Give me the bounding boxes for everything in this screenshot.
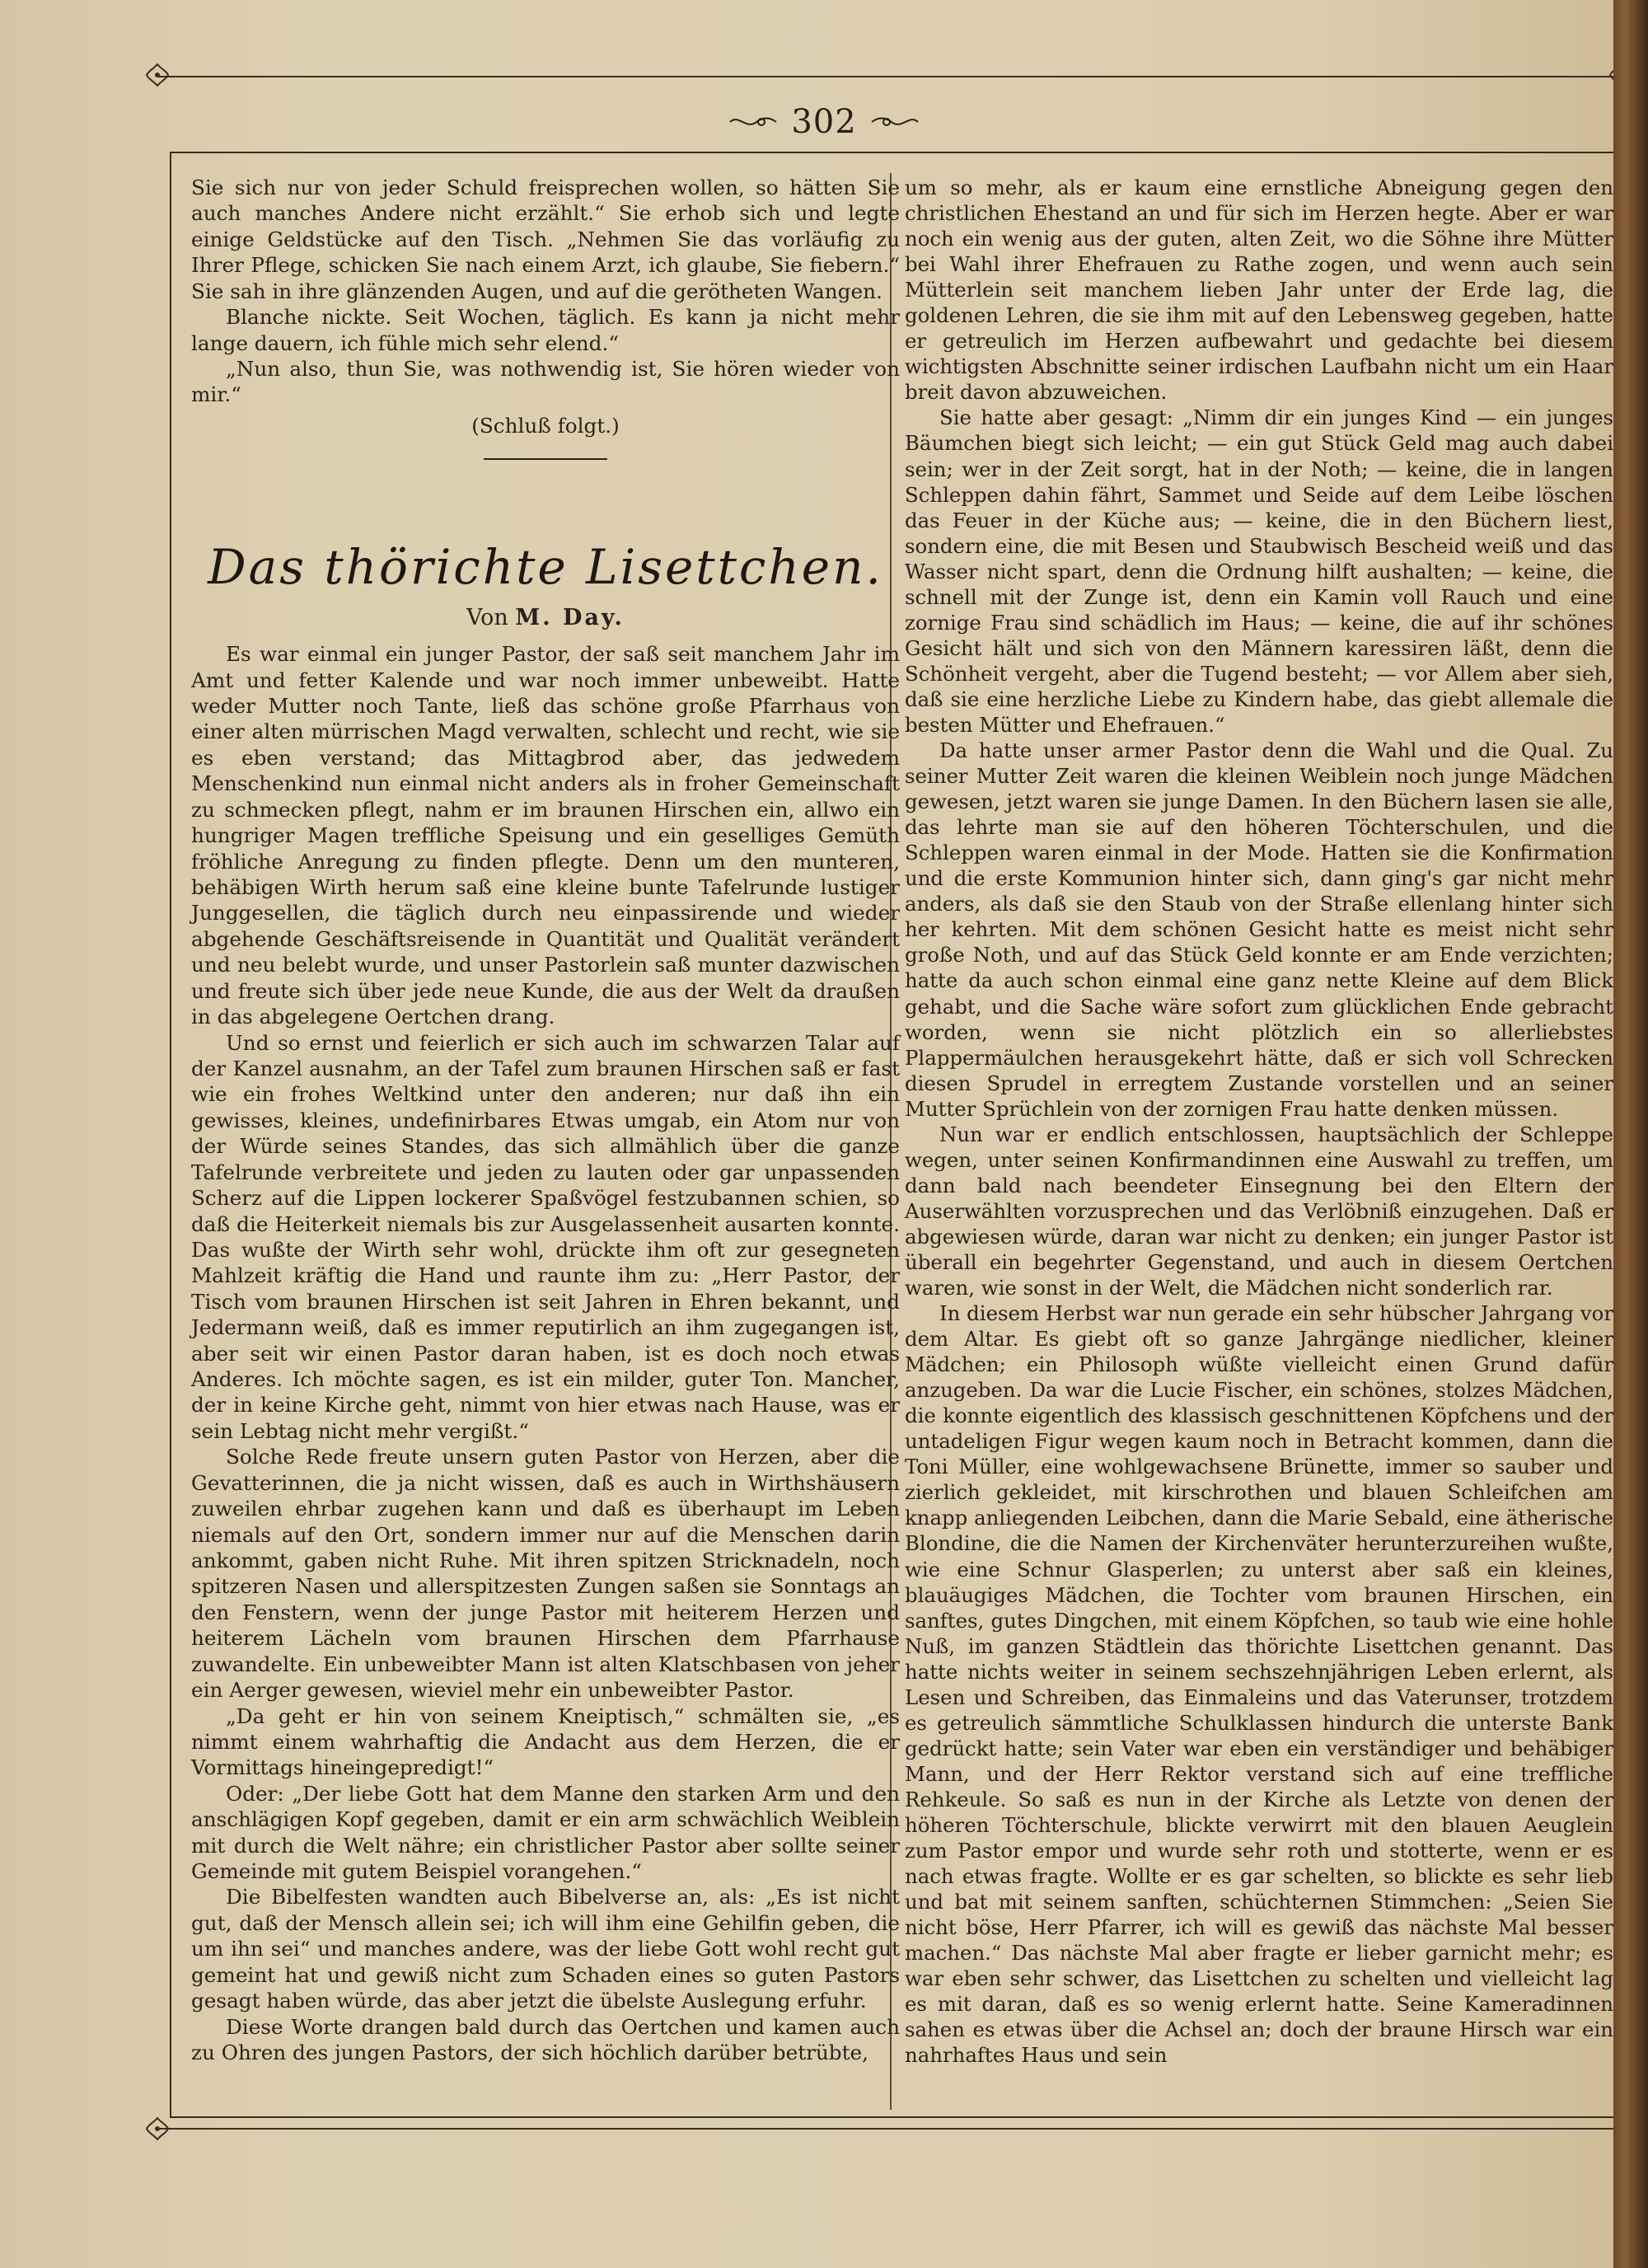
paragraph: Die Bibelfesten wandten auch Bibelverse an, als: „Es ist nicht gut, daß der Mensch allein sei; ich will ihm eine Gehilfin geben, die um ihn sei“ und manches andere, was der liebe Gott wohl recht gut gemeint hat und gewiß nicht zum Schaden eines so guten Pastors gesagt haben würde, das aber jetzt die übelste Auslegung erfuhr. bbox=[191, 1885, 900, 2013]
paragraph: Diese Worte drangen bald durch das Oertchen und kamen auch zu Ohren des jungen Pastors, der sich höchlich darüber betrübte, bbox=[191, 2014, 900, 2064]
paragraph: Solche Rede freute unsern guten Pastor von Herzen, aber die Gevatterinnen, die ja nicht wissen, daß es auch in Wirthshäusern zuweilen ehrbar zugehen kann und daß es überhaupt im Leben niemals auf den Ort, sondern immer nur auf die Menschen darin ankommt, gaben nicht Ruhe. Mit ihren spitzen Stricknadeln, noch spitzeren Nasen und allerspitzesten Zungen saßen sie Sonntags an den Fenstern, wenn der junge Pastor mit heiterem Herzen und heiterem Lächeln vom braunen Hirschen dem Pfarrhause zuwandelte. Ein unbeweibter Mann ist alten Klatschbasen von jeher ein Aerger gewesen, wieviel mehr ein unbeweibter Pastor. bbox=[191, 1445, 900, 1703]
page-number-flourish-right-icon bbox=[870, 112, 920, 132]
story-title: Das thörichte Lisettchen. bbox=[208, 539, 883, 596]
byline bbox=[191, 600, 900, 636]
byline-prefix: Von bbox=[466, 605, 508, 631]
continuation-note: (Schluß folgt.) bbox=[471, 413, 620, 438]
paragraph: Und so ernst und feierlich er sich auch im schwarzen Talar auf der Kanzel ausnahm, an der Tafel zum braunen Hirschen saß er fast wie ein frohes Weltkind unter den anderen; nur daß ihn ein gewisses, kleines, undefinirbares Etwas umgab, ein Atom nur von der Würde seines Standes, das sich allmählich über die ganze Tafelrunde verbreitete und jeden zu lauten oder gar unpassenden Scherz auf die Lippen lockerer Spaßvögel festzubannen schien, so daß die Heiterkeit niemals bis zur Ausgelassenheit ausarten konnte. Das wußte der Wirth sehr wohl, drückte ihm oft zur gesegneten Mahlzeit kräftig die Hand und raunte ihm zu: „Herr Pastor, der Tisch vom braunen Hirschen ist seit Jahren in Ehren bekannt, und Jedermann weiß, daß es immer reputirlich an ihm zugegangen ist, aber seit wir einen Pastor daran haben, ist es doch noch etwas Anderes. Ich möchte sagen, es ist ein milder, guter Ton. Mancher, der in keine Kirche geht, nimmt von hier etwas nach Hause, was er sein Lebtag nicht mehr vergißt.“ bbox=[191, 1030, 900, 1443]
paragraph: Sie sich nur von jeder Schuld freisprechen wollen, so hätten Sie auch manches Andere nicht erzählt.“ Sie erhob sich und legte einige Geldstücke auf den Tisch. „Nehmen Sie das vorläufig zu Ihrer Pflege, schicken Sie nach einem Arzt, ich glaube, Sie fiebern.“ Sie sah in ihre glänzenden Augen, und auf die gerötheten Wangen. bbox=[191, 176, 900, 303]
book-binding-edge bbox=[1613, 0, 1648, 2268]
page-number-text: 302 bbox=[791, 103, 857, 141]
paragraph: „Da geht er hin von seinem Kneiptisch,“ schmälten sie, „es nimmt einem wahrhaftig die Andacht aus dem Herzen, die er Vormittags hineingepredigt!“ bbox=[191, 1703, 900, 1780]
corner-ornament-icon bbox=[143, 2115, 171, 2143]
paragraph: Oder: „Der liebe Gott hat dem Manne den starken Arm und den anschlägigen Kopf gegeben, damit er ein arm schwächlich Weiblein mit durch die Welt nähre; ein christlicher Pastor aber sollte seiner Gemeinde mit gutem Beispiel vorangehen.“ bbox=[191, 1781, 900, 1884]
paragraph: Da hatte unser armer Pastor denn die Wahl und die Qual. Zu seiner Mutter Zeit waren die kleinen Weiblein noch junge Mädchen gewesen, jetzt waren sie junge Damen. In den Büchern lasen sie alle, das lehrte man sie auf den höheren Töchterschulen, und die Schleppen waren einmal in der Mode. Hatten sie die Konfirmation und die erste Kommunion hinter sich, dann ging's gar nicht mehr anders, als daß sie den Staub von der Straße ellenlang hinter sich her kehrten. Mit dem schönen Gesicht hatte es meist nicht sehr große Noth, und auf das Stück Geld konnte er am Ende verzichten; hatte da auch schon einmal eine ganz nette Kleine auf dem Blick gehabt, und die Sache wäre sofort zum glücklichen Ende gebracht worden, wenn sie nicht plötzlich ein so allerliebstes Plappermäulchen herausgekehrt hätte, daß er sich voll Schrecken diesen Sprudel in erregtem Zustande vorstellen und an seiner Mutter Sprüchlein von der zornigen Frau hatte denken müssen. bbox=[905, 738, 1613, 1121]
frame-top-outer bbox=[157, 76, 1640, 77]
frame-bottom-inner bbox=[170, 2116, 1622, 2118]
frame-left bbox=[170, 152, 171, 2118]
right-column bbox=[905, 175, 1613, 2068]
author-name: M. Day. bbox=[515, 605, 625, 631]
page-number bbox=[725, 97, 923, 147]
page-number-flourish-left-icon bbox=[728, 112, 778, 132]
frame-bottom-outer bbox=[157, 2128, 1640, 2130]
paragraph: Es war einmal ein junger Pastor, der saß seit manchem Jahr im Amt und fetter Kalende und war noch immer unbeweibt. Hatte weder Mutter noch Tante, ließ das schöne große Pfarrhaus von einer alten mürrischen Magd verwalten, schlecht und recht, wie sie es eben verstand; das Mittagbrod aber, das jedwedem Menschenkind nun einmal nicht anders als in froher Gemeinschaft zu schmecken pflegt, nahm er im braunen Hirschen ein, allwo ein hungriger Magen treffliche Speisung und ein geselliges Gemüth fröhliche Anregung zu finden pflegte. Denn um den munteren, behäbigen Wirth herum saß eine kleine bunte Tafelrunde lustiger Junggesellen, die täglich durch neu einpassirende und wieder abgehende Geschäftsreisende in Quantität und Qualität verändert und neu belebt wurde, und unser Pastorlein saß munter dazwischen und freute sich über jede neue Kunde, die aus der Welt da draußen in das abgelegene Oertchen drang. bbox=[191, 642, 900, 1029]
paragraph: „Nun also, thun Sie, was nothwendig ist, Sie hören wieder von mir.“ bbox=[191, 356, 900, 407]
left-column bbox=[191, 175, 900, 2065]
paragraph: Blanche nickte. Seit Wochen, täglich. Es kann ja nicht mehr lange dauern, ich fühle mich sehr elend.“ bbox=[191, 305, 900, 355]
paragraph: In diesem Herbst war nun gerade ein sehr hübscher Jahrgang vor dem Altar. Es giebt oft so ganze Jahrgänge niedlicher, kleiner Mädchen; ein Philosoph wüßte vielleicht einen Grund dafür anzugeben. Da war die Lucie Fischer, ein schönes, stolzes Mädchen, die konnte eigentlich des klassisch geschnittenen Köpfchens und der untadeligen Figur wegen kaum noch in Betracht kommen, dann die Toni Müller, eine wohlgewachsene Brünette, immer so sauber und zierlich gekleidet, mit kirschrothen und blauen Schleifchen am knapp anliegenden Leibchen, dann die Marie Sebald, eine ätherische Blondine, die die Namen der Kirchenväter herunterzureihen wußte, wie eine Schnur Glasperlen; zu unterst aber saß ein kleines, blauäugiges Mädchen, die Tochter vom braunen Hirschen, ein sanftes, gutes Dingchen, mit einem Köpfchen, so taub wie eine hohle Nuß, im ganzen Städtlein das thörichte Lisettchen genannt. Das hatte nichts weiter in seinem sechszehnjährigen Leben erlernt, als Lesen und Schreiben, das Einmaleins und das Vaterunser, trotzdem es getreulich sämmtliche Schulklassen hindurch die unterste Bank gedrückt hatte; sein Vater war eben ein verständiger und behäbiger Mann, und der Herr Rektor verstand sich auf eine treffliche Rehkeule. So saß es nun in der Kirche als Letzte von denen der höheren Töchterschule, blickte verwirrt mit den blauen Aeuglein zum Pastor empor und wurde sehr roth und stotterte, wenn er es nach etwas fragte. Wollte er es gar schelten, so blickte es sehr lieb und bat mit seinem sanften, schüchternen Stimmchen: „Seien Sie nicht böse, Herr Pfarrer, ich will es gewiß das nächste Mal besser machen.“ Das nächste Mal aber fragte er lieber garnicht mehr; es war eben sehr schwer, das Lisettchen zu schelten und vielleicht lag es mit daran, daß es so wenig erlernt hatte. Seine Kameradinnen sahen es etwas über die Achsel an; doch der braune Hirsch war ein nahrhaftes Haus und sein bbox=[905, 1301, 1613, 2068]
section-rule bbox=[484, 458, 607, 460]
paragraph: Sie hatte aber gesagt: „Nimm dir ein junges Kind — ein junges Bäumchen biegt sich leicht; — ein gut Stück Geld mag auch dabei sein; wer in der Zeit sorgt, hat in der Noth; — keine, die in langen Schleppen dahin fährt, Sammet und Seide auf dem Leibe löschen das Feuer in der Küche aus; — keine, die in den Büchern liest, sondern eine, die mit Besen und Staubwisch Bescheid weiß und das Wasser nicht spart, denn die Ordnung hilft aushalten; — keine, die schnell mit der Zunge ist, denn ein Kamin voll Rauch und eine zornige Frau sind schädlich im Haus; — keine, die auf ihr schönes Gesicht hält und sich von den Männern karessiren läßt, denn die Schönheit vergeht, aber die Tugend besteht; — vor Allem aber sieh, daß sie eine herzliche Liebe zu Kindern habe, das giebt allemale die besten Mütter und Ehefrauen.“ bbox=[905, 405, 1613, 737]
corner-ornament-icon bbox=[143, 61, 171, 89]
paragraph: Nun war er endlich entschlossen, hauptsächlich der Schleppe wegen, unter seinen Konfirmandinnen eine Auswahl zu treffen, um dann bald nach beendeter Einsegnung bei den Eltern der Auserwählten vorzusprechen und das Verlöbniß einzugehen. Daß er abgewiesen würde, daran war nicht zu denken; ein junger Pastor ist überall ein begehrter Gegenstand, und auch in diesem Oertchen waren, wie sonst in der Welt, die Mädchen nicht sonderlich rar. bbox=[905, 1122, 1613, 1300]
frame-top-inner bbox=[170, 152, 1622, 153]
paragraph: um so mehr, als er kaum eine ernstliche Abneigung gegen den christlichen Ehestand an und für sich im Herzen hegte. Aber er war noch ein wenig aus der guten, alten Zeit, wo die Söhne ihre Mütter bei Wahl ihrer Ehefrauen zu Rathe zogen, und wenn auch sein Mütterlein seit manchem lieben Jahr unter der Erde lag, die goldenen Lehren, die sie ihm mit auf den Lebensweg gegeben, hatte er getreulich im Herzen aufbewahrt und gedachte bei diesem wichtigsten Abschnitte seiner irdischen Laufbahn nicht um ein Haar breit davon abzuweichen. bbox=[905, 176, 1613, 405]
